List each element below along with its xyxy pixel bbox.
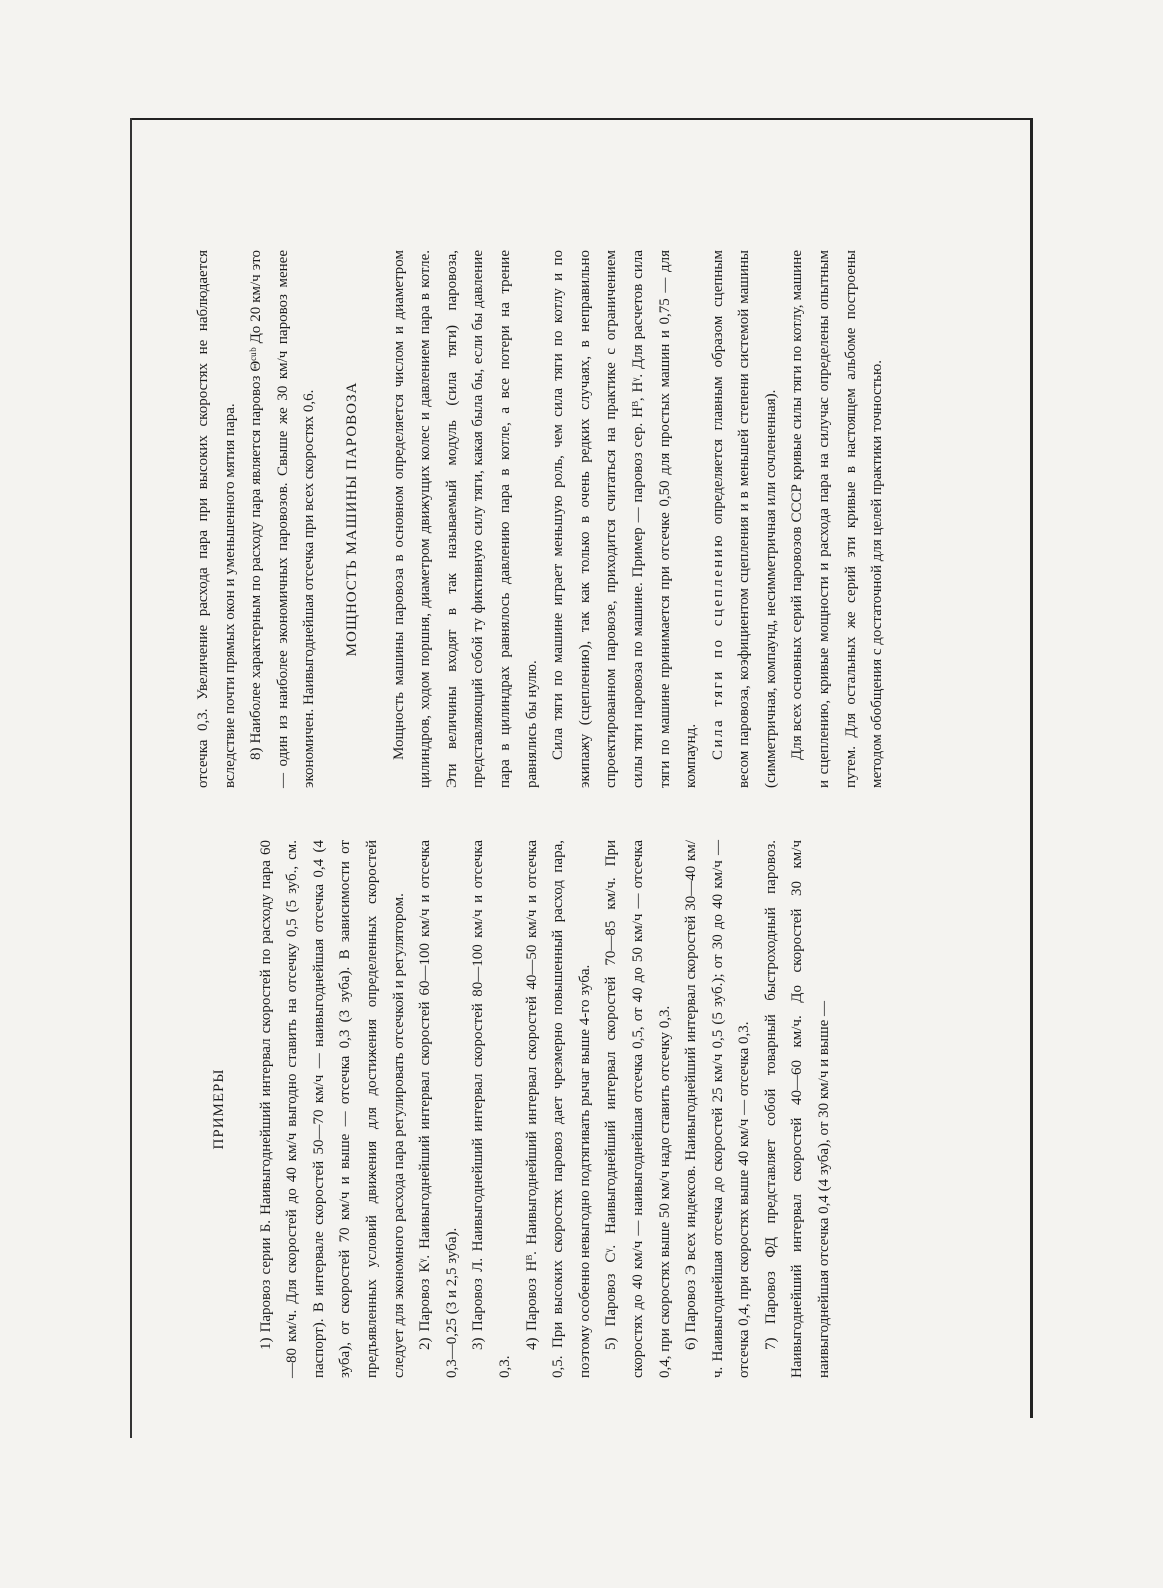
example-1: 1) Паровоз серии Б. Наивыгоднейший интервал скоростей по расходу пара 60—80 км/ч. Для скоростей до 40 км/ч выгодно ставить на отсечку 0,5 (5 зуб., см. паспорт). В интервале скоростей 50—70 км/ч — наивыгоднейшая отсечка 0,4 (4 зуба), от скоростей 70 км/ч и выше — отсечка 0,3 (3 зуба). В зависимости от предъявленных условий движения для достижения определенных скоростей следует для экономного расхода пара регулировать отсечкой и регулятором.	[257, 840, 407, 1378]
power-paragraph-1: Мощность машины паровоза в основном определяется числом и диаметром цилиндров, ходом поршня, диаметром движущих колес и давлением пара в котле. Эти величины входят в так называемый модуль (сила тяги) паровоза, представляющий собой ту фиктивную силу тяги, какая была бы, если бы давление пара в цилиндрах равнялось давлению пара в котле, а все потери на трение равнялись бы нулю.	[390, 250, 540, 788]
frame-top-rule	[130, 118, 1032, 120]
example-7: 7) Паровоз ФД представляет собой товарный быстроходный паровоз. Наивыгоднейший интервал скоростей 40—60 км/ч. До скоростей 30 км/ч наивыгоднейшая отсечка 0,4 (4 зуба), от 30 км/ч и выше —	[762, 840, 833, 1378]
adhesion-paragraph	[705, 250, 785, 788]
adhesion-text: определяется главным образом сцепным весом паровоза, коэфициентом сцепления и в меньшей степени системой машины (симметричная, компаунд, несимметричная или сочлененная).	[709, 250, 779, 788]
rotated-page-content	[190, 208, 910, 1378]
example-3: 3) Паровоз Л. Наивыгоднейший интервал скоростей 80—100 км/ч и отсечка 0,3.	[470, 840, 513, 1378]
frame-right-rule	[1030, 118, 1033, 1418]
adhesion-term: Сила тяги по сцеплению	[709, 532, 726, 760]
right-column	[190, 250, 891, 788]
power-paragraph-2: Сила тяги по машине играет меньшую роль, чем сила тяги по котлу и по экипажу (сцеплению), так как только в очень редких случаях, в неправильно спроектированном паровозе, приходится считаться на практике с ограничением силы тяги паровоза по машине. Пример — паровоз сер. Нᴮ, Нᵞ. Для расчетов сила тяги по машине принимается при отсечке 0,50 для простых машин и 0,75 — для компаунд.	[550, 250, 700, 788]
left-column	[190, 840, 838, 1378]
example-4: 4) Паровоз Нᴮ. Наивыгоднейший интервал скоростей 40—50 км/ч и отсечка 0,5. При высоких скоростях паровоз дает чрезмерно повышенный расход пара, поэтому особенно невыгодно подтягивать рычаг выше 4-го зуба.	[523, 840, 593, 1378]
examples-heading: ПРИМЕРЫ	[211, 1068, 227, 1150]
example-2: 2) Паровоз Кᵞ. Наивыгоднейший интервал скоростей 60—100 км/ч и отсечка 0,3—0,25 (3 и 2,5 зуба).	[417, 840, 460, 1378]
section-heading: МОЩНОСТЬ МАШИНЫ ПАРОВОЗА	[343, 381, 360, 657]
frame-left-rule	[130, 118, 132, 1438]
example-5: 5) Паровоз Сᵞ. Наивыгоднейший интервал скоростей 70—85 км/ч. При скоростях до 40 км/ч — наивыгоднейшая отсечка 0,5, от 40 до 50 км/ч — отсечка 0,4, при скоростях выше 50 км/ч надо ставить отсечку 0,3.	[603, 840, 673, 1378]
example-8: 8) Наиболее характерным по расходу пара является паровоз Θᶜᵘᵇ До 20 км/ч это — один из наиболее экономичных паровозов. Свыше же 30 км/ч паровоз менее экономичен. Наивыгоднейшая отсечка при всех скоростях 0,6.	[248, 250, 318, 788]
final-paragraph: Для всех основных серий паровозов СССР кривые силы тяги по котлу, машине и сцеплению, кривые мощности и расхода пара на силучас определены опытным путем. Для остальных же серий эти кривые в настоящем альбоме построены методом обобщения с достаточной для целей практики точностью.	[789, 250, 886, 788]
example-7-continuation: отсечка 0,3. Увеличение расхода пара при высоких скоростях не наблюдается вследствие почти прямых окон и уменьшенного мятия пара.	[195, 250, 238, 788]
example-6: 6) Паровоз Э всех индексов. Наивыгоднейший интервал скоростей 30—40 км/ч. Наивыгоднейшая отсечка до скоростей 25 км/ч 0,5 (5 зуб.); от 30 до 40 км/ч — отсечка 0,4, при скоростях выше 40 км/ч — отсечка 0,3.	[683, 840, 753, 1378]
